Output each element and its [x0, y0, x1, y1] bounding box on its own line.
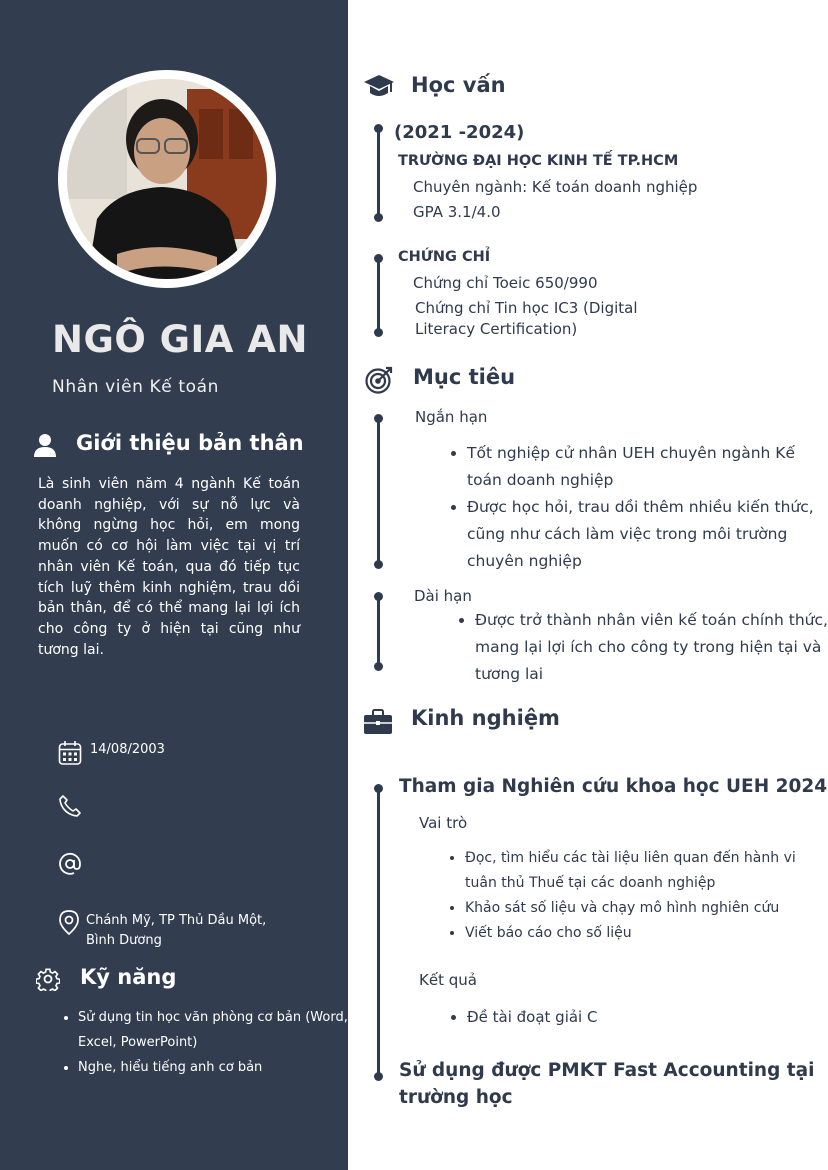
list-item: • Đọc, tìm hiểu các tài liệu liên quan đến hành vi tuân thủ Thuế tại các doanh nghiệp [465, 846, 825, 896]
intro-text: Là sinh viên năm 4 ngành Kế toán doanh nghiệp, với sự nỗ lực và không ngừng học hỏi, em mong muốn có cơ hội làm việc tại vị trí nhân viên Kế toán, qua đó tiếp tục tích luỹ thêm kinh nghiệm, trau dồi bản thân, để có thể mang lại lợi ích cho công ty ở hiện tại cũng như tương lai. [38, 476, 300, 658]
list-item: • Viết báo cáo cho số liệu [465, 921, 825, 946]
certificates-heading: CHỨNG CHỈ [398, 249, 491, 265]
long-term-goals [455, 607, 828, 688]
experience-item-title: Sử dụng được PMKT Fast Accounting tại trường học [399, 1060, 815, 1108]
timeline-dot [374, 328, 383, 337]
timeline-dot [374, 560, 383, 569]
skills-heading: Kỹ năng [80, 965, 177, 989]
sidebar [0, 0, 348, 1170]
education-period: (2021 -2024) [394, 122, 525, 143]
intro-heading: Giới thiệu bản thân [76, 431, 304, 455]
gear-icon [36, 967, 60, 991]
timeline-dot [374, 662, 383, 671]
list-item: • Tốt nghiệp cử nhân UEH chuyên ngành Kế toán doanh nghiệp [467, 440, 827, 494]
experience-item-title: Tham gia Nghiên cứu khoa học UEH 2024 [399, 776, 828, 797]
timeline-line [377, 258, 380, 332]
user-icon [33, 433, 57, 457]
role-list [445, 846, 825, 946]
briefcase-icon [363, 709, 393, 735]
phone-icon[interactable] [58, 794, 82, 818]
education-heading: Học vấn [411, 73, 506, 97]
long-term-label: Dài hạn [414, 587, 472, 605]
list-item: • Nghe, hiểu tiếng anh cơ bản [78, 1055, 368, 1080]
school-name: TRƯỜNG ĐẠI HỌC KINH TẾ TP.HCM [398, 153, 679, 169]
address-line-1: Chánh Mỹ, TP Thủ Dầu Một, [86, 913, 267, 928]
job-title: Nhân viên Kế toán [52, 377, 219, 397]
result-label: Kết quả [419, 971, 477, 989]
education-gpa: GPA 3.1/4.0 [413, 203, 501, 221]
goals-heading: Mục tiêu [413, 365, 516, 389]
full-name: NGÔ GIA AN [52, 318, 308, 361]
list-item: • Sử dụng tin học văn phòng cơ bản (Word, Excel, PowerPoint) [78, 1005, 368, 1055]
experience-heading: Kinh nghiệm [411, 706, 560, 730]
address-line-2: Bình Dương [86, 933, 162, 948]
avatar [67, 79, 267, 279]
birthday-text: 14/08/2003 [90, 742, 165, 757]
address-text [86, 911, 266, 951]
timeline-line [377, 128, 380, 216]
graduation-cap-icon [363, 74, 395, 100]
at-icon[interactable] [58, 852, 82, 876]
short-term-goals [447, 440, 827, 575]
avatar-frame [58, 70, 276, 288]
timeline-dot [374, 1072, 383, 1081]
role-label: Vai trò [419, 814, 468, 832]
skills-list [38, 1005, 368, 1080]
target-icon [365, 366, 393, 394]
certificate-item: Chứng chỉ Toeic 650/990 [413, 274, 598, 292]
calendar-icon [58, 740, 82, 766]
timeline-line [377, 418, 380, 564]
certificate-item-continued: Literacy Certification) [415, 320, 578, 338]
short-term-label: Ngắn hạn [415, 408, 488, 426]
timeline-line [377, 788, 380, 1076]
list-item: • Được học hỏi, trau dồi thêm nhiều kiến thức, cũng như cách làm việc trong môi trường chuyên nghiệp [467, 494, 827, 575]
location-pin-icon [58, 910, 80, 936]
result-list [447, 1005, 827, 1030]
list-item: • Đề tài đoạt giải C [467, 1005, 827, 1030]
main-content [348, 0, 828, 1170]
list-item: • Được trở thành nhân viên kế toán chính thức, mang lại lợi ích cho công ty trong hiện tại và tương lai [475, 607, 828, 688]
education-major: Chuyên ngành: Kế toán doanh nghiệp [413, 178, 698, 196]
timeline-dot [374, 213, 383, 222]
timeline-line [377, 596, 380, 666]
list-item: • Khảo sát số liệu và chạy mô hình nghiên cứu [465, 896, 825, 921]
certificate-item: Chứng chỉ Tin học IC3 (Digital [415, 299, 638, 317]
